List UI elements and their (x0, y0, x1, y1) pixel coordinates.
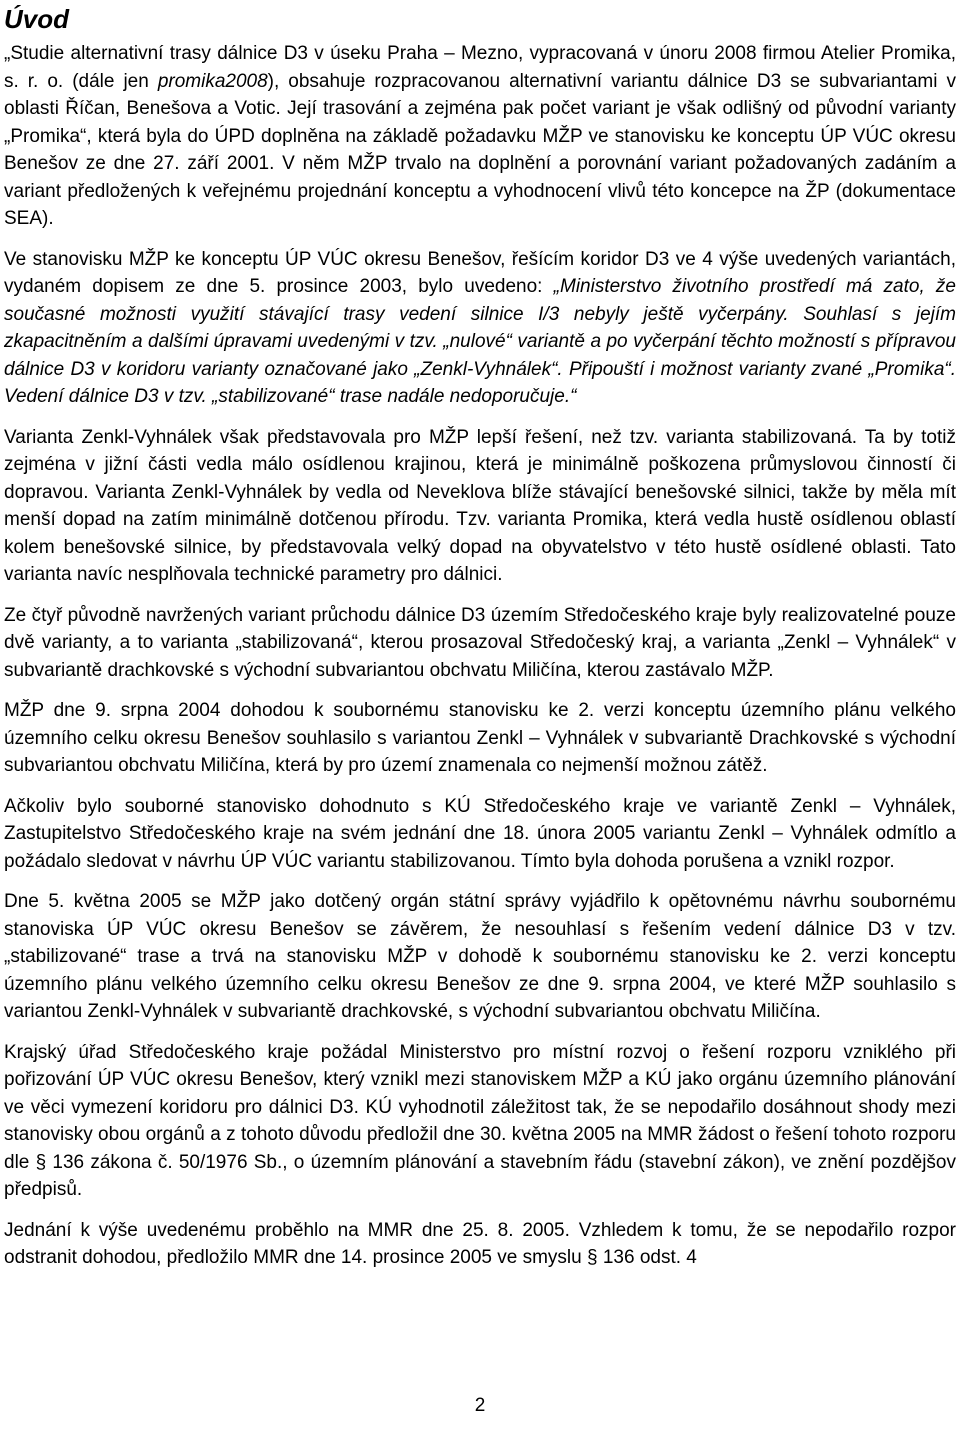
paragraph-5 (4, 697, 956, 780)
paragraph-text: ), obsahuje rozpracovanou alternativní variantu dálnice D3 se subvariantami v oblasti Říčan, Benešova a Votic. Její trasování a zejména pak počet variant je však odlišný od původní varianty „Promika“, která byla do ÚPD doplněna na základě požadavku MŽP ve stanovisku ke konceptu ÚP VÚC okresu Benešov ze dne 27. září 2001. V něm MŽP trvalo na doplnění a porovnání variant požadovaných zadáním a variant předložených k veřejnému projednání konceptu a vyhodnocení vlivů této koncepce na ŽP (dokumentace SEA). (4, 70, 956, 229)
paragraph-2 (4, 246, 956, 411)
paragraph-8 (4, 1039, 956, 1204)
document-page (4, 0, 956, 1430)
paragraph-text: Ze čtyř původně navržených variant průchodu dálnice D3 územím Středočeského kraje byly realizovatelné pouze dvě varianty, a to varianta „stabilizovaná“, kterou prosazoval Středočeský kraj, a varianta „Zenkl – Vyhnálek“ v subvariantě drachkovské s východní subvariantou obchvatu Miličína, kterou zastávalo MŽP. (4, 604, 956, 681)
paragraph-7 (4, 888, 956, 1026)
page-number: 2 (474, 1395, 486, 1416)
paragraph-6 (4, 793, 956, 876)
paragraph-text: Varianta Zenkl-Vyhnálek však představovala pro MŽP lepší řešení, než tzv. varianta stabilizovaná. Ta by totiž zejména v jižní části vedla málo osídlenou krajinou, která je minimálně poškozena průmyslovou činností či dopravou. Varianta Zenkl-Vyhnálek by vedla od Neveklova blíže stávající benešovské silnici, takže by měla mít menší dopad na zatím minimálně dotčenou přírodu. Tzv. varianta Promika, která vedla hustě osídlenou oblastí kolem benešovské silnice, by představovala velký dopad na obyvatelstvo v této hustě osídlené oblasti. Tato varianta navíc nesplňovala technické parametry pro dálnici. (4, 426, 956, 585)
paragraph-1 (4, 40, 956, 233)
paragraph-3 (4, 424, 956, 589)
section-heading: Úvod (4, 4, 69, 34)
paragraph-emphasis: promika2008 (157, 70, 268, 92)
paragraph-text: Ve stanovisku MŽP ke konceptu ÚP VÚC okresu Benešov, řešícím koridor D3 ve 4 výše uvedených variantách, vydaném dopisem ze dne 5. prosince 2003, bylo uvedeno: (4, 248, 956, 297)
paragraph-text: „Studie alternativní trasy dálnice D3 v úseku Praha – Mezno, vypracovaná v únoru 2008 firmou Atelier Promika, s. r. o. (dále jen (4, 43, 956, 92)
paragraph-text: Jednání k výše uvedenému proběhlo na MMR dne 25. 8. 2005. Vzhledem k tomu, že se nepodařilo rozpor odstranit dohodou, předložilo MMR dne 14. prosince 2005 ve smyslu § 136 odst. 4 (4, 1219, 956, 1268)
paragraph-9 (4, 1217, 956, 1272)
paragraph-4 (4, 602, 956, 685)
paragraph-text: Krajský úřad Středočeského kraje požádal Ministerstvo pro místní rozvoj o řešení rozporu vzniklého při pořizování ÚP VÚC okresu Benešov, který vznikl mezi stanoviskem MŽP a KÚ jako orgánu územního plánování ve věci vymezení koridoru pro dálnici D3. KÚ vyhodnotil záležitost tak, že se nepodařilo dosáhnout shody mezi stanovisky obou orgánů a z tohoto důvodu předložil dne 30. května 2005 na MMR žádost o řešení tohoto rozporu dle § 136 zákona č. 50/1976 Sb., o územním plánování a stavebním řádu (stavební zákon), ve znění pozdějšov předpisů. (4, 1041, 956, 1200)
quoted-statement: „Ministerstvo životního prostředí má zato, že současné možnosti využití stávající trasy vedení silnice I/3 nebyly ještě vyčerpány. Souhlasí s jejím zkapacitněním a dalšími úpravami uvedenými v tzv. „nulové“ variantě a po vyčerpání těchto možností s přípravou dálnice D3 v koridoru varianty označované jako „Zenkl-Vyhnálek“. Připouští i možnost varianty zvané „Promika“. Vedení dálnice D3 v tzv. „stabilizované“ trase nadále nedoporučuje.“ (4, 276, 956, 407)
paragraph-text: MŽP dne 9. srpna 2004 dohodou k soubornému stanovisku ke 2. verzi konceptu územního plánu velkého územního celku okresu Benešov souhlasilo s variantou Zenkl – Vyhnálek v subvariantě Drachkovské s východní subvariantou obchvatu Miličína, která by pro území znamenala co nejmenší možnou zátěž. (4, 700, 956, 776)
paragraph-text: Dne 5. května 2005 se MŽP jako dotčený orgán státní správy vyjádřilo k opětovnému návrhu soubornému stanoviska ÚP VÚC okresu Benešov se závěrem, že nesouhlasí s řešením vedení dálnice D3 v tzv. „stabilizované“ trase a trvá na stanovisku MŽP v dohodě k soubornému stanovisku ke 2. verzi konceptu územního plánu velkého územního celku okresu Benešov ze dne 9. srpna 2004, ve které MŽP souhlasilo s variantou Zenkl-Vyhnálek v subvariantě drachkovské, s východní subvariantou obchvatu Miličína. (4, 891, 956, 1022)
body-text (4, 40, 956, 1285)
paragraph-text: Ačkoliv bylo souborné stanovisko dohodnuto s KÚ Středočeského kraje ve variantě Zenkl – Vyhnálek, Zastupitelstvo Středočeského kraje na svém jednání dne 18. února 2005 variantu Zenkl – Vyhnálek odmítlo a požádalo sledovat v návrhu ÚP VÚC variantu stabilizovanou. Tímto byla dohoda porušena a vznikl rozpor. (4, 795, 956, 872)
